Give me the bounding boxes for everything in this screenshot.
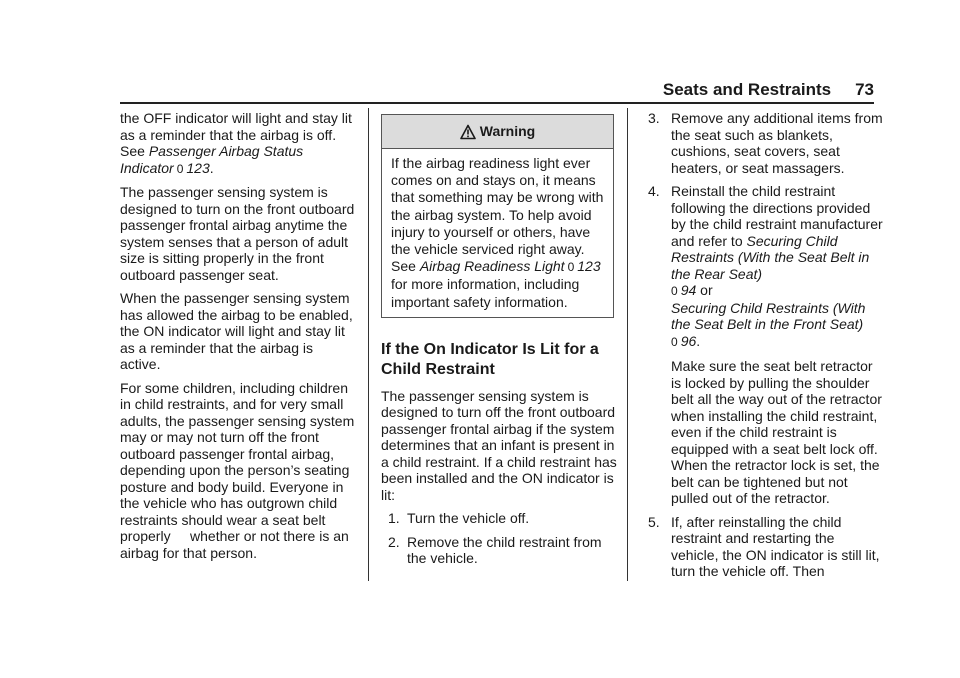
cross-reference-link[interactable]: Securing Child Restraints (With the Seat Belt in the Front Seat): [671, 299, 866, 332]
step-number: 2.: [388, 533, 400, 550]
list-item: [648, 514, 884, 580]
warning-title: Warning: [479, 123, 536, 140]
cross-reference-link[interactable]: Airbag Readiness Light: [419, 258, 565, 275]
list-item: [381, 534, 617, 567]
step-text: Reinstall the child restraint following the directions provided by the child restraint manufacturer and refer to Securing Child Restraints (With the Seat Belt in the Rear Seat) 0 94 or Securing Child Restraints (With the Seat Belt in the Front Seat) 0 96. Make sure the seat belt retractor is locked by pulling the shoulder belt all the way out of the retractor when installing the child restraint, even if the child restraint is equipped with a seat belt lock off. When the retractor lock is set, the belt can be tightened but not pulled out of the retractor.: [671, 183, 883, 506]
step-list: [381, 510, 617, 567]
cross-reference-link[interactable]: Passenger Airbag Status Indicator: [120, 143, 304, 176]
column-middle: [381, 110, 617, 574]
list-item: [648, 110, 884, 176]
step-number: 5.: [648, 513, 660, 530]
paragraph: the OFF indicator will light and stay lit as a reminder that the airbag is off. See Passenger Airbag Status Indicator 0 123.: [120, 110, 352, 176]
paragraph: The passenger sensing system is designed to turn on the front outboard passenger frontal airbag anytime the system senses that a person of adult size is sitting properly in the front outboard passenger seat.: [120, 184, 355, 283]
page-header: [663, 80, 874, 100]
step-text: If, after reinstalling the child restraint and restarting the vehicle, the ON indicator is still lit, turn the vehicle off. Then: [671, 513, 880, 579]
cross-reference-link[interactable]: Securing Child Restraints (With the Seat Belt in the Rear Seat): [671, 232, 870, 282]
section-heading: If the On Indicator Is Lit for a Child Restraint: [381, 340, 599, 378]
step-text: Remove the child restraint from the vehicle.: [407, 533, 602, 567]
step-number: 4.: [648, 183, 660, 199]
cross-reference-page[interactable]: 123: [577, 258, 601, 275]
warning-header: [382, 115, 613, 149]
cross-reference-page[interactable]: 123: [186, 159, 210, 176]
cross-reference-page[interactable]: 96: [680, 332, 697, 349]
step-text: Remove any additional items from the seat such as blankets, cushions, seat covers, seat heaters, or seat massagers.: [671, 110, 883, 176]
column-right: [648, 110, 884, 587]
step-text: Turn the vehicle off.: [407, 510, 530, 527]
paragraph: The passenger sensing system is designed to turn off the front outboard passenger frontal airbag if the system determines that an infant is present in a child restraint. If a child restraint has been installed and the ON indicator is lit:: [381, 387, 617, 503]
cross-reference-page[interactable]: 94: [680, 282, 697, 298]
list-item: [648, 183, 884, 507]
warning-box: [381, 114, 614, 318]
page-ref-icon: 0: [671, 284, 678, 298]
column-divider: [627, 108, 628, 581]
column-divider: [368, 108, 369, 581]
step-list: [648, 110, 884, 580]
warning-body: If the airbag readiness light ever comes on and stays on, it means that something may be wrong with the airbag system. To help avoid injury to yourself or others, have the vehicle serviced right away. See Airbag Readiness Light 0 123 for more information, including important safety information.: [391, 155, 604, 310]
column-left: [120, 110, 359, 568]
section-header-title: Seats and Restraints: [662, 80, 832, 99]
step-number: 3.: [648, 110, 660, 126]
page-ref-icon: 0: [671, 334, 678, 349]
page-number: 73: [855, 80, 874, 99]
header-rule: [120, 102, 874, 104]
page-ref-icon: 0: [176, 161, 184, 176]
step-note: Make sure the seat belt retractor is locked by pulling the shoulder belt all the way out of the retractor when installing the child restraint, even if the child restraint is equipped with a seat belt lock off. When the retractor lock is set, the belt can be tightened but not pulled out of the retractor.: [671, 358, 882, 506]
list-item: [381, 510, 617, 527]
paragraph: For some children, including children in child restraints, and for very small adults, the passenger sensing system may or may not turn off the front outboard passenger frontal airbag, depending upon the person’s seating posture and body build. Everyone in the vehicle who has outgrown child restraints should wear a seat belt properly whether or not there is an airbag for that person.: [120, 379, 359, 561]
paragraph: When the passenger sensing system has allowed the airbag to be enabled, the ON indicator will light and stay lit as a reminder that the airbag is active.: [120, 290, 353, 372]
warning-triangle-icon: [460, 124, 476, 140]
step-number: 1.: [388, 510, 400, 527]
page-ref-icon: 0: [567, 260, 575, 275]
